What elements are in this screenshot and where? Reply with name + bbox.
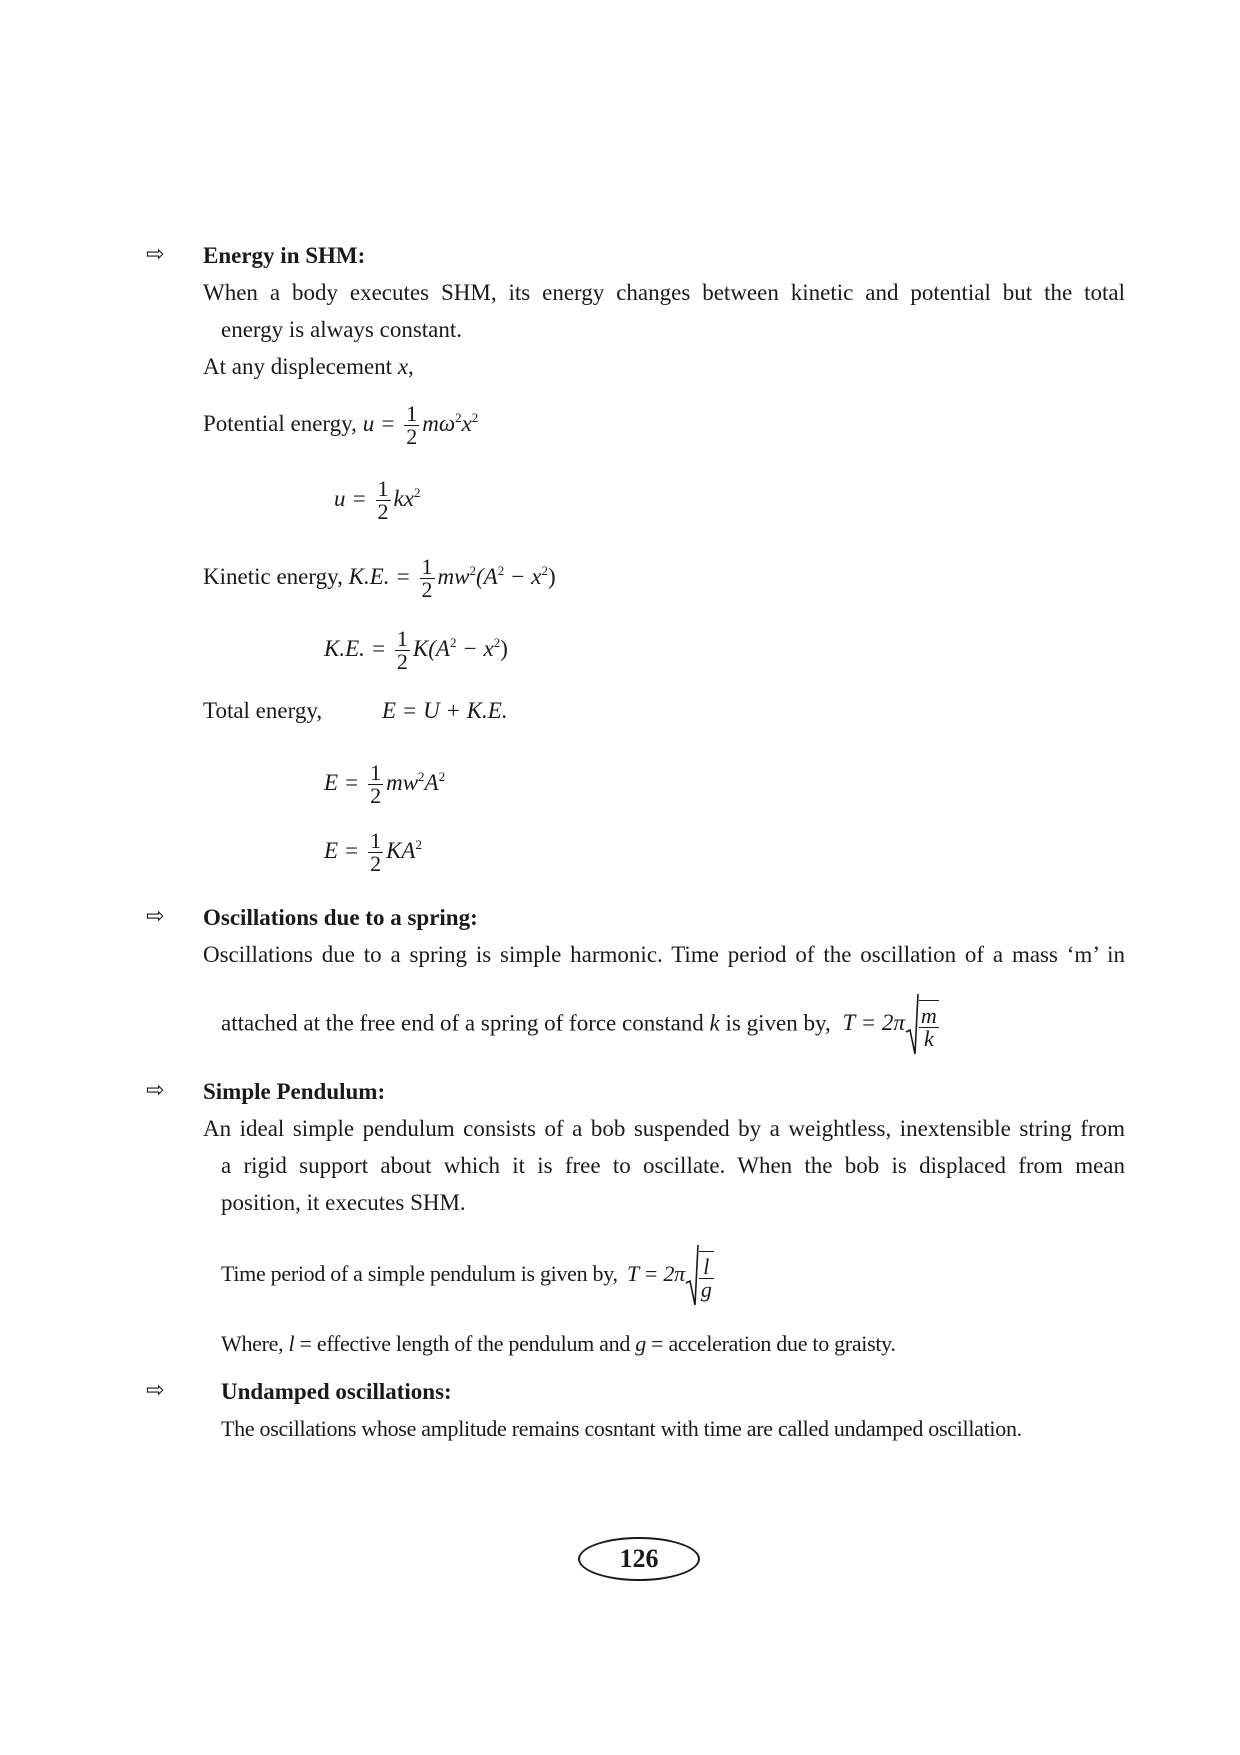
half-fraction: $\frac{1}{2}$ <box>377 476 389 524</box>
displacement-line <box>203 353 414 381</box>
displacement-suffix: , <box>408 354 414 379</box>
pendulum-line3: position, it executes SHM. <box>221 1190 466 1215</box>
total-energy-eq3: E = $\frac{1}{2}$ $KA^2$ <box>324 828 422 876</box>
kinetic-energy-eq2: K.E. = $\frac{1}{2}$ $K(A^2 - x^2)$ <box>324 626 508 674</box>
section-heading-undamped: Undamped oscillations: <box>221 1379 452 1404</box>
spring-line1: Oscillations due to a spring is simple harmonic. Time period of the oscillation of a mass ‘m’ in <box>203 942 1125 967</box>
pendulum-formula-lhs: T = 2π <box>626 1261 685 1287</box>
energy-para-line2: energy is always constant. <box>221 317 463 342</box>
section-heading-pendulum: Simple Pendulum: <box>203 1079 386 1104</box>
pe-eq1-lhs: u = <box>362 410 396 436</box>
total-energy-eq: E = U + K.E. <box>382 698 508 723</box>
half-fraction: $\frac{1}{2}$ <box>421 554 433 602</box>
displacement-prefix: At any displecement <box>203 354 398 379</box>
bullet-arrow-icon: ⇨ <box>146 1078 165 1103</box>
undamped-line1: The oscillations whose amplitude remains cosntant with time are called undamped oscillation. <box>221 1416 1022 1441</box>
total-energy-eq2: E = $\frac{1}{2}$ $mw^2A^2$ <box>324 760 446 808</box>
half-fraction: $\frac{1}{2}$ <box>370 760 382 808</box>
pendulum-line1: An ideal simple pendulum consists of a bob suspended by a weightless, inextensible string from <box>203 1116 1125 1141</box>
bullet-arrow-icon: ⇨ <box>146 904 165 929</box>
pe-label: Potential energy, <box>203 410 357 436</box>
section-heading-spring: Oscillations due to a spring: <box>203 905 478 930</box>
ke-label: Kinetic energy, <box>203 563 343 589</box>
pendulum-sqrt-fraction: $\frac{l}{g}$ <box>699 1251 714 1301</box>
sqrt-symbol <box>685 1243 699 1309</box>
pe-eq2-lhs: u = <box>334 485 367 511</box>
half-fraction: $\frac{1}{2}$ <box>370 828 382 876</box>
potential-energy-eq1: Potential energy, u = $\frac{1}{2}$ $m\omega^2x^2$ <box>203 401 479 449</box>
pendulum-period-line: Time period of a simple pendulum is given by, T = 2π $\frac{l}{g}$ <box>221 1243 717 1309</box>
sqrt-symbol <box>905 992 919 1058</box>
potential-energy-eq2: u = $\frac{1}{2}$ $kx^2$ <box>334 476 421 524</box>
spring-formula-lhs: T = 2π <box>842 1010 905 1036</box>
displacement-var: x <box>397 354 409 379</box>
spring-sqrt-fraction: $\frac{m}{k}$ <box>919 1000 939 1050</box>
pe-eq1-rhs: mω <box>422 410 456 436</box>
pe-eq2-rhs: kx <box>393 485 414 511</box>
kinetic-energy-eq1: Kinetic energy, K.E. = $\frac{1}{2}$ $mw^2(A^2 - x^2)$ <box>203 554 556 602</box>
energy-para-line1: When a body executes SHM, its energy changes between kinetic and potential but the total <box>203 280 1125 305</box>
bullet-arrow-icon: ⇨ <box>146 1378 165 1403</box>
pendulum-line2: a rigid support about which it is free to oscillate. When the bob is displaced from mean <box>221 1153 1125 1178</box>
section-heading-energy: Energy in SHM: <box>203 243 366 268</box>
spring-line2: attached at the free end of a spring of force constand k is given by, T = 2π $\frac{m}{k}$ <box>221 992 942 1058</box>
half-fraction: $\frac{1}{2}$ <box>396 626 408 674</box>
bullet-arrow-icon: ⇨ <box>146 242 165 267</box>
pendulum-where-line: Where, l = effective length of the pendulum and g = acceleration due to graisty. <box>221 1331 896 1356</box>
page-number: 126 <box>578 1537 700 1581</box>
ke-eq2-lhs: K.E. = <box>324 635 387 661</box>
half-fraction: $\frac{1}{2}$ <box>406 401 418 449</box>
ke-eq1-lhs: K.E. = <box>348 563 411 589</box>
te-label: Total energy, <box>203 698 323 723</box>
